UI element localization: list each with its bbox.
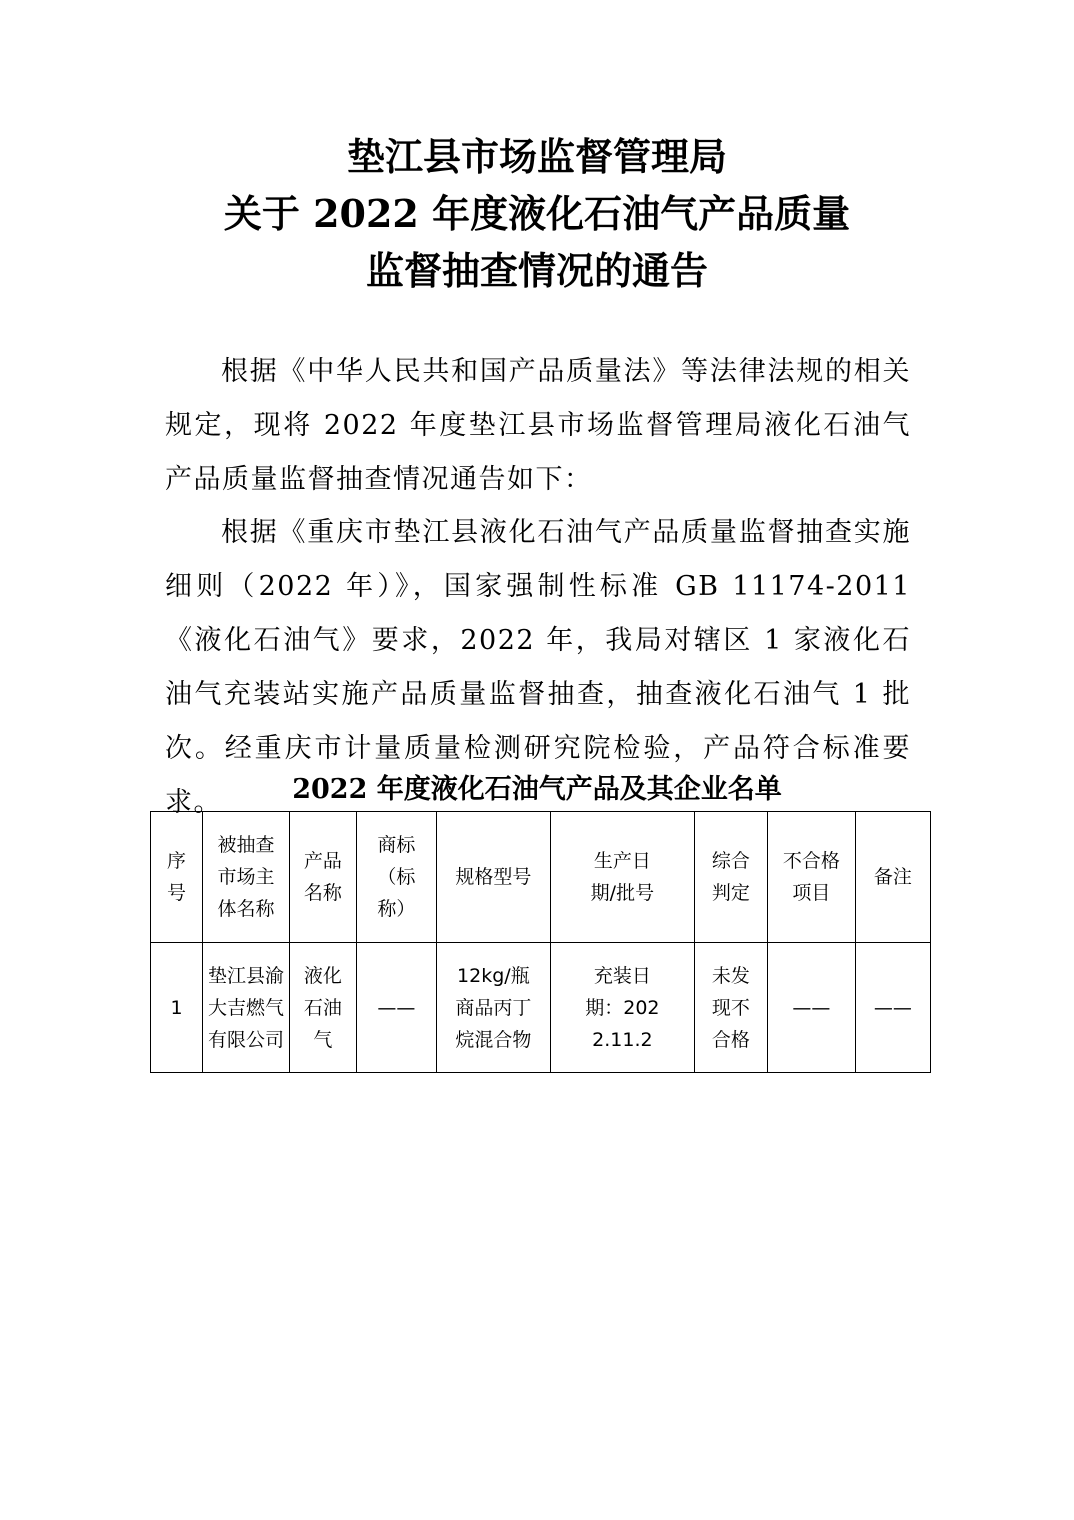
table-row (151, 943, 931, 1073)
header-failed-items: 不合格项目 (767, 812, 855, 943)
header-judgement: 综合判定 (694, 812, 767, 943)
header-product: 产品名称 (289, 812, 356, 943)
table-header-row (151, 812, 931, 943)
body-paragraph-1: 根据《中华人民共和国产品质量法》等法律法规的相关规定，现将 2022 年度垫江县市场监督管理局液化石油气产品质量监督抽查情况通告如下： (165, 356, 911, 495)
cell-spec: 12kg/瓶商品丙丁烷混合物 (436, 943, 550, 1073)
title-line-1: 垫江县市场监督管理局 (346, 134, 727, 179)
table-caption: 2022 年度液化石油气产品及其企业名单 (292, 774, 782, 805)
title-line-2: 关于 2022 年度液化石油气产品质量 (223, 191, 851, 236)
document-title (0, 128, 1074, 299)
cell-brand: —— (356, 943, 436, 1073)
product-table (150, 811, 931, 1073)
body-paragraph-2: 根据《重庆市垫江县液化石油气产品质量监督抽查实施细则（2022 年）》，国家强制性标准 GB 11174-2011《液化石油气》要求，2022 年，我局对辖区 1 家液化石油气充装站实施产品质量监督抽查，抽查液化石油气 1 批次。经重庆市计量质量检测研究院检验，产品符合标准要求。 (165, 517, 911, 818)
title-line-3: 监督抽查情况的通告 (365, 248, 708, 293)
cell-failed-items: —— (767, 943, 855, 1073)
cell-seq: 1 (151, 943, 203, 1073)
cell-product: 液化石油气 (289, 943, 356, 1073)
header-remarks: 备注 (855, 812, 930, 943)
cell-enterprise: 垫江县渝大吉燃气有限公司 (203, 943, 290, 1073)
header-seq: 序号 (151, 812, 203, 943)
header-enterprise: 被抽查市场主体名称 (203, 812, 290, 943)
header-brand: 商标（标称） (356, 812, 436, 943)
cell-judgement: 未发现不合格 (694, 943, 767, 1073)
cell-date: 充装日期：2022.11.2 (550, 943, 694, 1073)
cell-remarks: —— (855, 943, 930, 1073)
header-date: 生产日期/批号 (550, 812, 694, 943)
header-spec: 规格型号 (436, 812, 550, 943)
